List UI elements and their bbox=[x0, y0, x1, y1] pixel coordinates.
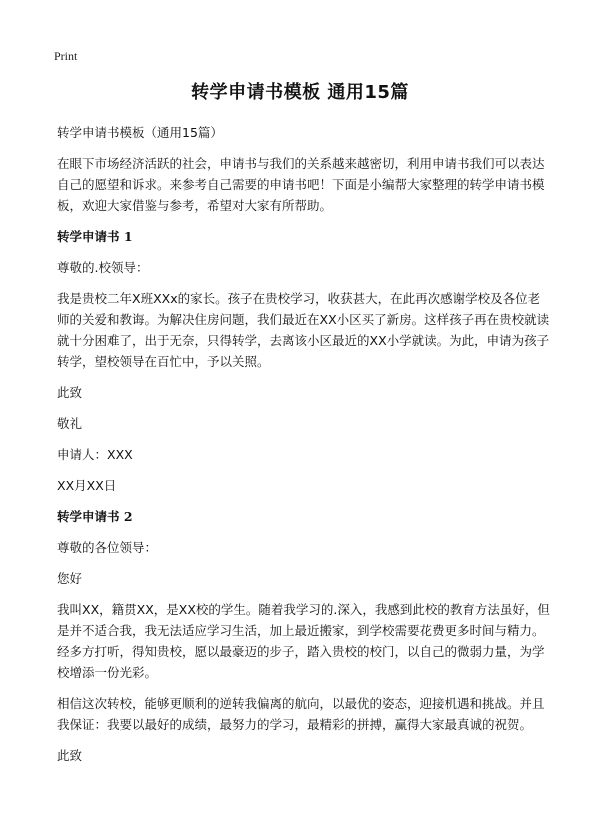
letter1-body: 我是贵校二年X班XXx的家长。孩子在贵校学习，收获甚大，在此再次感谢学校及各位老师的关爱和教诲。为解决住房问题，我们最近在XX小区买了新房。这样孩子再在贵校就读就十分困难了，出于无奈，只得转学，去离该小区最近的XX小学就读。为此，申请为孩子转学，望校领导在百忙中，予以关照。 bbox=[57, 291, 550, 369]
letter2-body-1: 我叫XX，籍贯XX，是XX校的学生。随着我学习的.深入，我感到此校的教育方法虽好，但是并不适合我，我无法适应学习生活，加上最近搬家，到学校需要花费更多时间与精力。经多方打听，得知贵校，愿以最豪迈的步子，踏入贵校的校门，以自己的微弱力量，为学校增添一份光彩。 bbox=[57, 602, 550, 680]
print-link[interactable]: Print bbox=[54, 49, 78, 63]
letter2-closing-1: 此致 bbox=[57, 748, 83, 763]
intro-paragraph: 在眼下市场经济活跃的社会，申请书与我们的关系越来越密切，利用申请书我们可以表达自己的愿望和诉求。来参考自己需要的申请书吧！下面是小编帮大家整理的转学申请书模板，欢迎大家借鉴与参考，希望对大家有所帮助。 bbox=[57, 156, 545, 213]
page-title: 转学申请书模板 通用15篇 bbox=[191, 82, 409, 103]
letter1-date: XX月XX日 bbox=[57, 478, 117, 493]
letter1-greeting: 尊敬的.校领导： bbox=[57, 260, 149, 275]
letter2-hello: 您好 bbox=[57, 571, 83, 586]
letter2-greeting: 尊敬的各位领导： bbox=[57, 540, 158, 555]
letter2-body-2: 相信这次转校，能够更顺利的逆转我偏离的航向，以最优的姿态，迎接机遇和挑战。并且我保证：我要以最好的成绩，最努力的学习，最精彩的拼搏，赢得大家最真诚的祝贺。 bbox=[57, 696, 545, 732]
letter1-heading: 转学申请书 1 bbox=[57, 229, 133, 244]
subtitle: 转学申请书模板（通用15篇） bbox=[57, 125, 223, 140]
letter1-closing-2: 敬礼 bbox=[57, 416, 83, 431]
letter2-heading: 转学申请书 2 bbox=[57, 509, 133, 524]
letter1-applicant: 申请人：XXX bbox=[57, 447, 133, 462]
letter1-closing-1: 此致 bbox=[57, 385, 83, 400]
article-body bbox=[57, 122, 552, 776]
